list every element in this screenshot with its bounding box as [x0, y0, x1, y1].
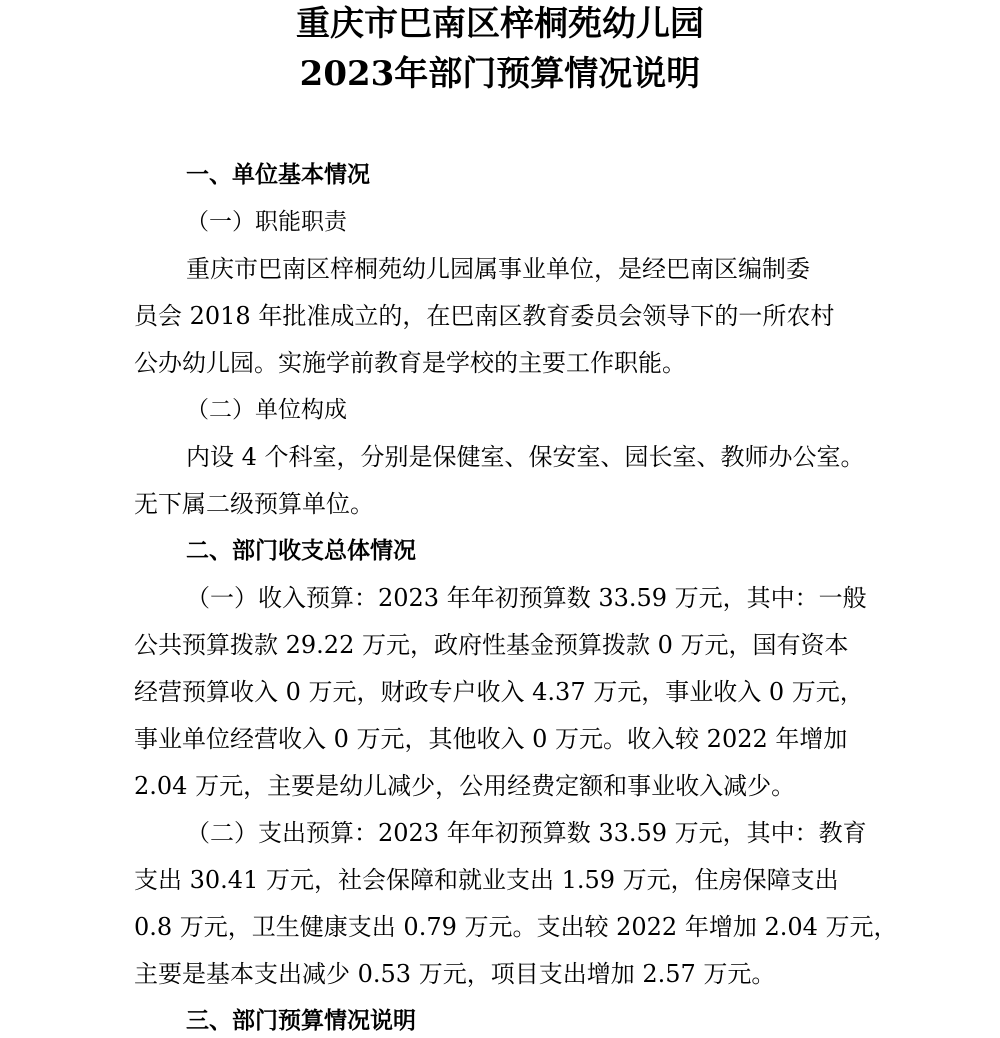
paragraph-line: 0.8 万元，卫生健康支出 0.79 万元。支出较 2022 年增加 2.04 万元，	[134, 913, 898, 941]
section-1-heading: 一、单位基本情况	[186, 162, 370, 188]
paragraph-line: 主要是基本支出减少 0.53 万元，项目支出增加 2.57 万元。	[134, 960, 776, 988]
section-2-heading: 二、部门收支总体情况	[186, 538, 416, 564]
paragraph-line: 公办幼儿园。实施学前教育是学校的主要工作职能。	[134, 349, 686, 377]
expense-budget-lead: （二）支出预算：	[186, 819, 378, 847]
section-3-heading: 三、部门预算情况说明	[186, 1008, 416, 1034]
subsection-1-1-heading: （一）职能职责	[186, 209, 347, 235]
paragraph-line: 公共预算拨款 29.22 万元，政府性基金预算拨款 0 万元，国有资本	[134, 631, 849, 659]
income-budget-first-line	[186, 583, 867, 613]
subsection-1-2-heading: （二）单位构成	[186, 397, 347, 423]
expense-budget-first-line	[186, 818, 867, 848]
expense-budget-text: 2023 年年初预算数 33.59 万元，其中：教育	[378, 819, 867, 847]
income-budget-lead: （一）收入预算：	[186, 584, 378, 612]
paragraph-line: 重庆市巴南区梓桐苑幼儿园属事业单位，是经巴南区编制委	[186, 255, 810, 283]
paragraph-line: 2.04 万元，主要是幼儿减少，公用经费定额和事业收入减少。	[134, 772, 796, 800]
document-title-line-1: 重庆市巴南区梓桐苑幼儿园	[296, 4, 704, 44]
document-title-line-2: 2023年部门预算情况说明	[299, 54, 701, 94]
paragraph-line: 支出 30.41 万元，社会保障和就业支出 1.59 万元，住房保障支出	[134, 866, 839, 894]
income-budget-text: 2023 年年初预算数 33.59 万元，其中：一般	[378, 584, 867, 612]
paragraph-line: 经营预算收入 0 万元，财政专户收入 4.37 万元，事业收入 0 万元，	[134, 678, 864, 706]
paragraph-line: 内设 4 个科室，分别是保健室、保安室、园长室、教师办公室。	[186, 443, 865, 471]
paragraph-line: 员会 2018 年批准成立的，在巴南区教育委员会领导下的一所农村	[134, 302, 835, 330]
paragraph-line: 无下属二级预算单位。	[134, 490, 374, 518]
paragraph-line: 事业单位经营收入 0 万元，其他收入 0 万元。收入较 2022 年增加	[134, 725, 848, 753]
